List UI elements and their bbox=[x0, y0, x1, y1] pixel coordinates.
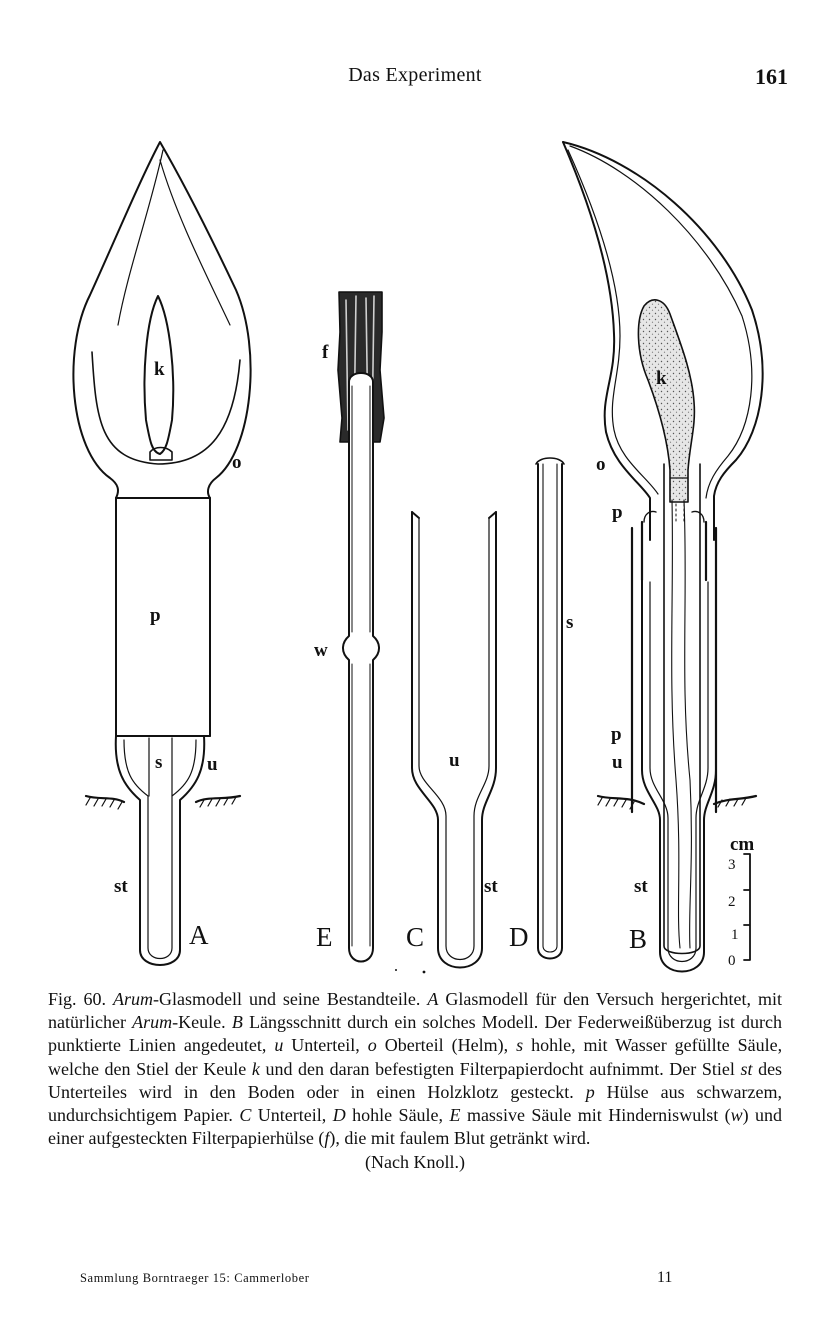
caption-run-7: hohle, mit Wasser gefüllte Säule, welche den Stiel der Keule bbox=[48, 1035, 783, 1079]
caption-ref-f: f bbox=[324, 1128, 330, 1149]
caption-run-11: Unterteil, bbox=[257, 1105, 327, 1126]
caption-run-8: und den daran befestigten Filterpapierdocht aufnimmt. Der Stiel bbox=[265, 1058, 735, 1079]
scale-tick-2: 2 bbox=[728, 894, 736, 910]
scale-tick-1: 1 bbox=[731, 927, 739, 943]
caption-ref-a: A bbox=[427, 989, 439, 1009]
caption-ref-u: u bbox=[274, 1035, 284, 1056]
caption-run-3: -Keule. bbox=[172, 1012, 226, 1033]
caption-ref-k: k bbox=[251, 1058, 260, 1079]
scale-bar bbox=[744, 854, 750, 960]
caption-run-2: Glasmodell für den Versuch hergerichtet, mit natürlicher bbox=[48, 989, 783, 1033]
label-o-a: o bbox=[232, 452, 242, 473]
caption-run-1: -Glasmodell und seine Bestandteile. bbox=[152, 989, 421, 1009]
spathe-left-b bbox=[563, 142, 650, 540]
footer-series-line: Sammlung Borntraeger 15: Cammerlober bbox=[80, 1271, 310, 1285]
scale-unit: cm bbox=[730, 834, 755, 855]
caption-run-6: Oberteil (Helm), bbox=[384, 1035, 509, 1056]
label-f-e: f bbox=[322, 342, 329, 363]
panel-letter-d: D bbox=[509, 922, 529, 952]
caption-text bbox=[48, 988, 782, 1150]
hollow-column-d bbox=[395, 458, 564, 973]
caption-ref-d: D bbox=[332, 1105, 346, 1126]
caption-ref-p: p bbox=[585, 1081, 595, 1102]
label-st-a: st bbox=[114, 876, 128, 897]
lower-part-c bbox=[412, 512, 496, 968]
label-p-a: p bbox=[150, 605, 161, 626]
lower-part-c-outer bbox=[412, 512, 496, 968]
caption-run-5: Unterteil, bbox=[291, 1035, 360, 1056]
caption-run-4: Längsschnitt durch ein solches Modell. Der Federweißüberzug ist durch punktierte Linien angedeutet, bbox=[48, 1012, 783, 1056]
running-header: Das Experiment bbox=[348, 64, 482, 86]
label-k-a: k bbox=[154, 359, 165, 380]
caption-run-12: hohle Säule, bbox=[352, 1105, 444, 1126]
caption-run-9: des Unterteiles wird in den Boden oder in einen Holzklotz gesteckt. bbox=[48, 1058, 783, 1102]
label-s-a: s bbox=[155, 752, 163, 773]
panel-letter-c: C bbox=[406, 922, 425, 952]
caption-run-15: ), die mit faulem Blut getränkt wird. bbox=[329, 1128, 591, 1149]
hollow-column-d-outer bbox=[538, 464, 562, 959]
caption-ref-w: w bbox=[730, 1105, 743, 1126]
caption-ref-c: C bbox=[239, 1105, 252, 1126]
label-u-c: u bbox=[449, 750, 460, 771]
caption-run-10: Hülse aus schwarzem, undurchsichtigem Papier. bbox=[48, 1081, 782, 1126]
paper-sleeve-a bbox=[116, 498, 210, 736]
ground-a bbox=[86, 796, 240, 802]
panel-letter-a: A bbox=[189, 920, 209, 950]
figure-arum-glass-model bbox=[0, 120, 830, 990]
label-p-b: p bbox=[611, 724, 622, 745]
footer-signature-number: 11 bbox=[657, 1269, 673, 1286]
caption-ref-e: E bbox=[449, 1105, 461, 1126]
caption-ref-s: s bbox=[516, 1035, 524, 1056]
column-e bbox=[338, 292, 384, 962]
label-u-a: u bbox=[207, 754, 218, 775]
caption-credit: (Nach Knoll.) bbox=[365, 1152, 465, 1173]
label-w-e: w bbox=[314, 640, 328, 661]
spadix-b bbox=[638, 300, 694, 502]
caption-ref-st: st bbox=[740, 1058, 753, 1079]
label-u-b: u bbox=[612, 752, 623, 773]
caption-run-13: massive Säule mit Hinderniswulst ( bbox=[466, 1105, 731, 1126]
label-k-b: k bbox=[656, 368, 667, 389]
caption-fig-label: Fig. 60. bbox=[48, 989, 106, 1009]
panel-letter-e: E bbox=[316, 922, 333, 952]
label-st-c: st bbox=[484, 876, 498, 897]
figure-caption bbox=[48, 988, 782, 1175]
label-st-b: st bbox=[634, 876, 648, 897]
page-number: 161 bbox=[755, 64, 788, 89]
caption-arum-1: Arum bbox=[112, 989, 153, 1009]
caption-arum-2: Arum bbox=[132, 1012, 173, 1033]
scale-tick-3: 3 bbox=[728, 857, 736, 873]
caption-ref-o: o bbox=[367, 1035, 377, 1056]
inner-column-b bbox=[664, 464, 700, 954]
scale-tick-0: 0 bbox=[728, 953, 736, 969]
solid-column-e bbox=[343, 373, 379, 962]
caption-ref-b: B bbox=[231, 1012, 243, 1033]
label-o-b: o bbox=[596, 454, 606, 475]
spathe-outer-a bbox=[73, 142, 250, 498]
label-p-b-top: p bbox=[612, 502, 623, 523]
model-a bbox=[73, 142, 250, 965]
caption-run-14: ) und einer aufgesteckten Filterpapierhülse ( bbox=[48, 1105, 783, 1149]
label-s-d: s bbox=[566, 612, 574, 633]
panel-letter-b: B bbox=[629, 924, 648, 954]
sleeve-p-b bbox=[632, 522, 716, 812]
